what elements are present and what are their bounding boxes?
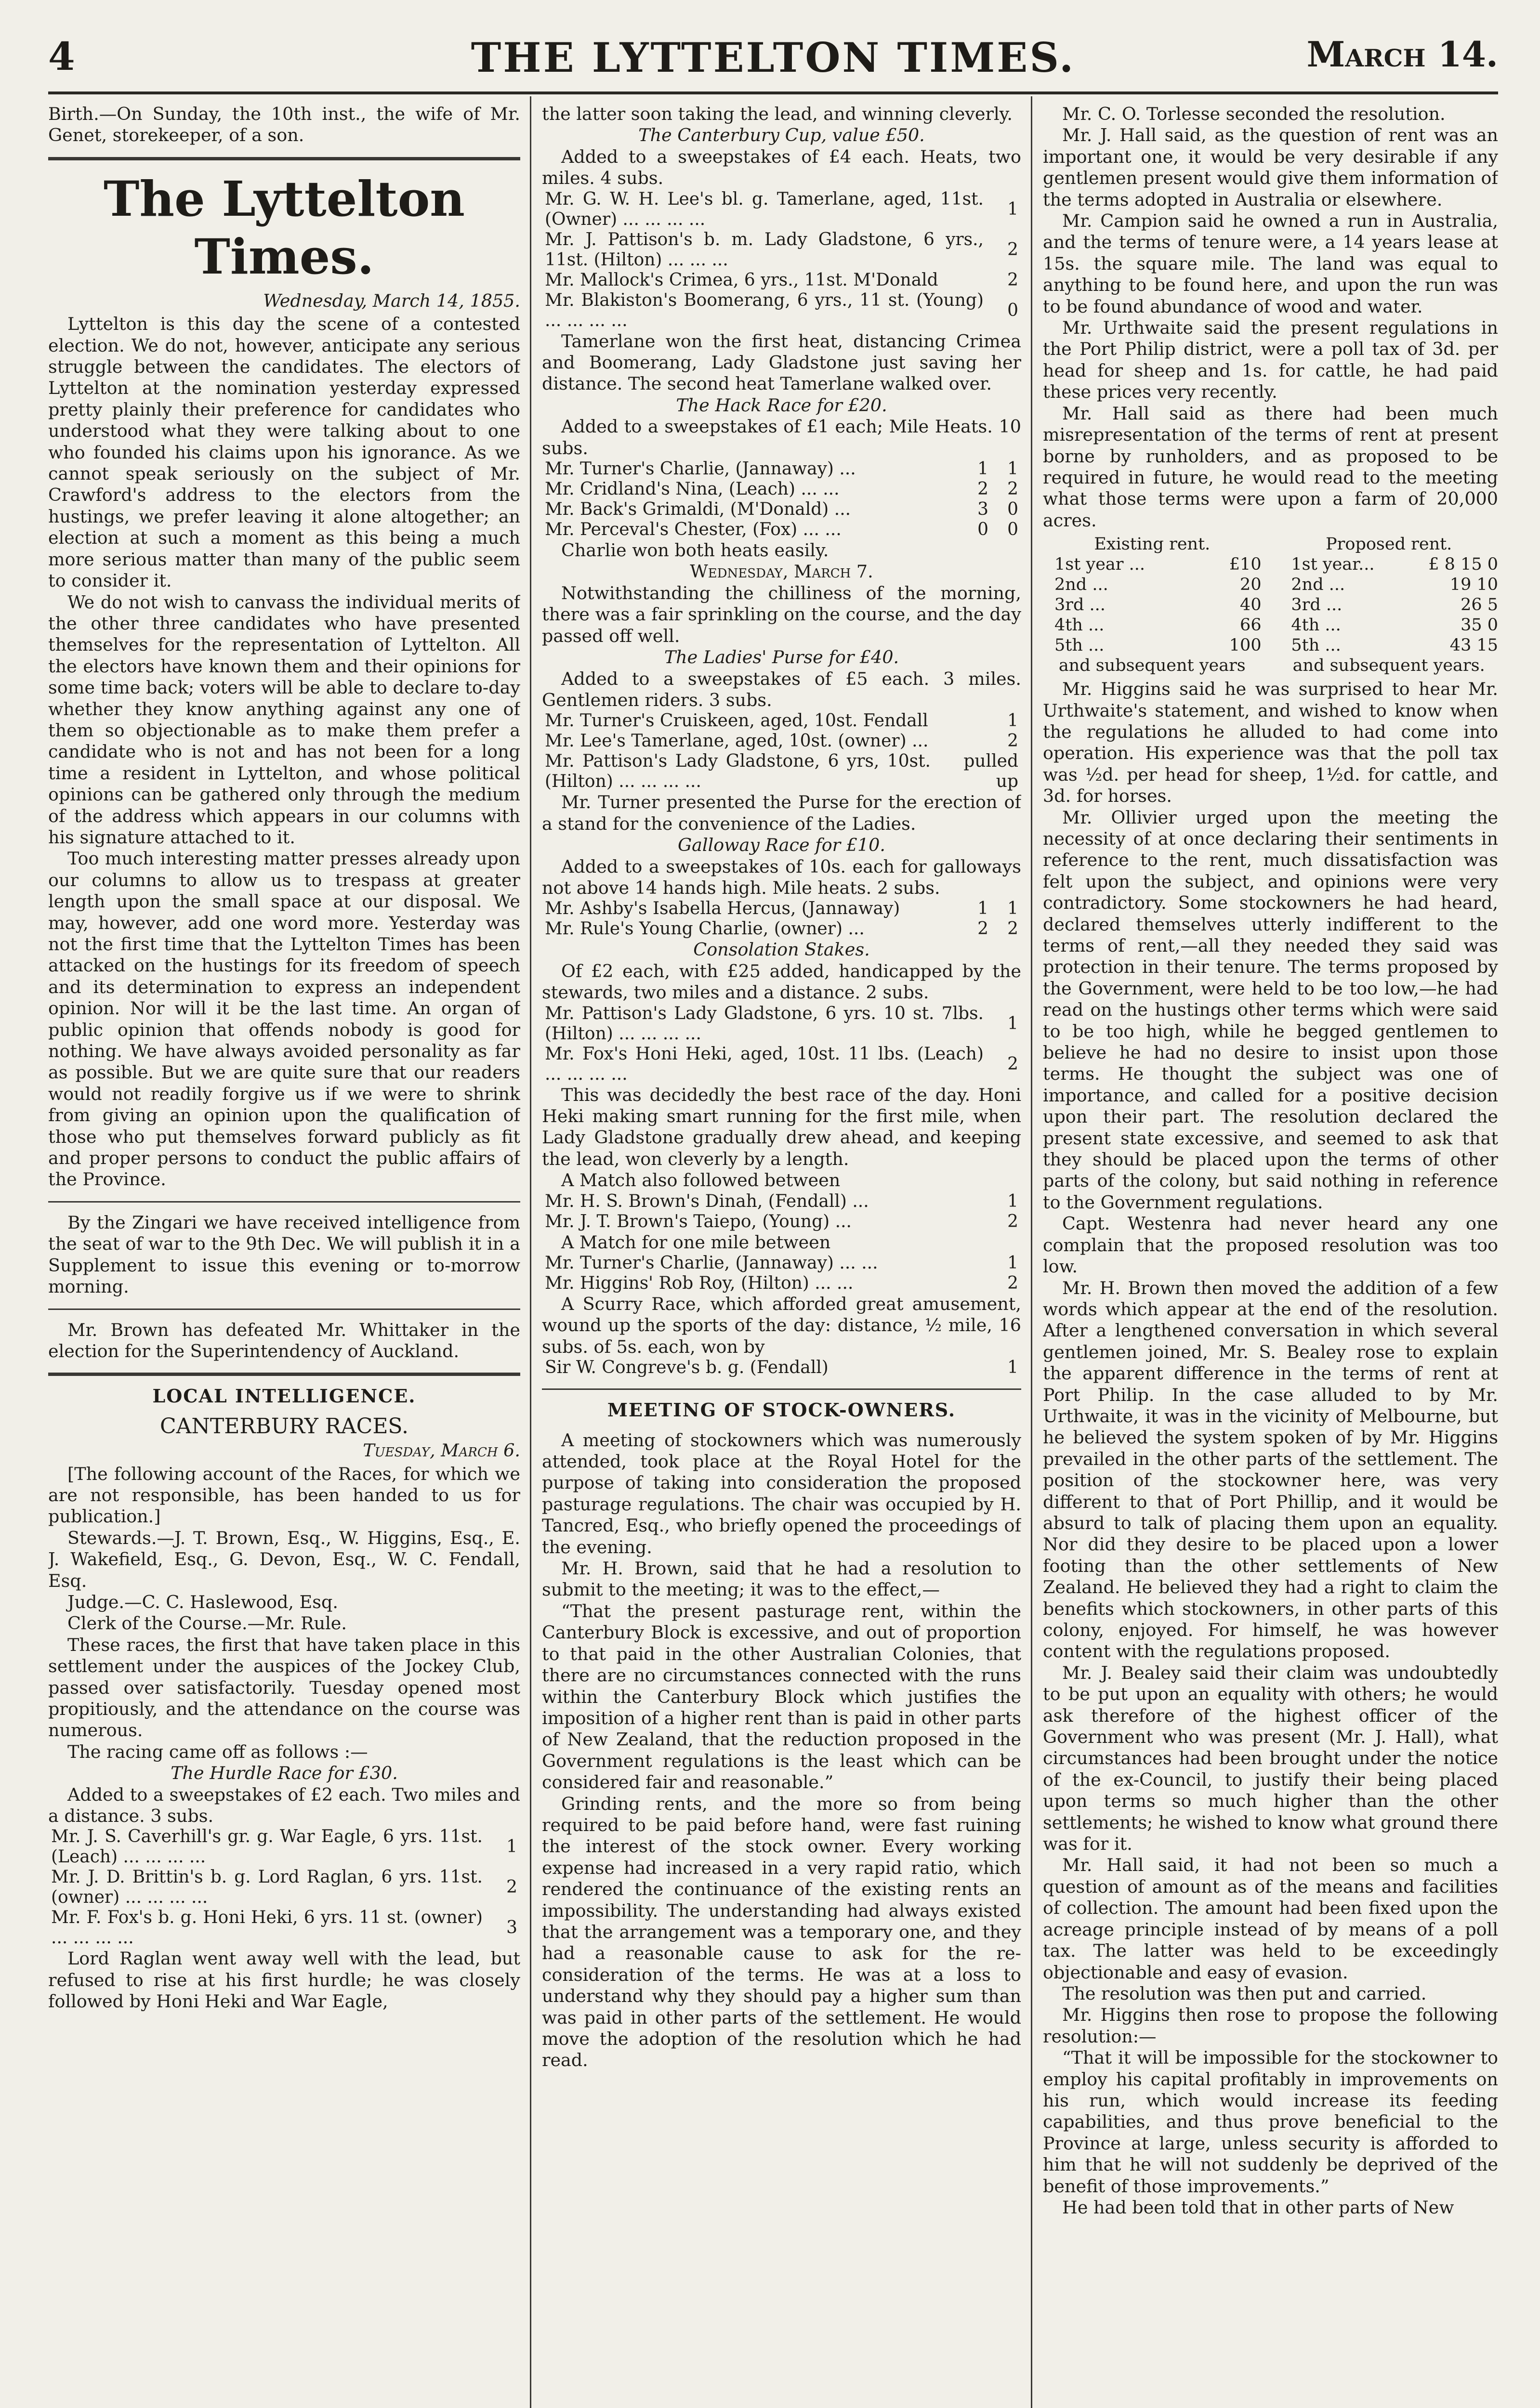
entry-place: 2	[1007, 731, 1018, 751]
entry-place: 1	[506, 1837, 517, 1857]
meeting-paragraph: Capt. Westenra had never heard any one complain that the proposed resolution was too low.	[1043, 1213, 1498, 1277]
race-entry	[542, 1191, 1021, 1212]
divider	[542, 1388, 1021, 1390]
race-results	[542, 1358, 1021, 1378]
race-description: Added to a sweepstakes of £1 each; Mile Heats. 10 subs.	[542, 416, 1021, 458]
section-heading: LOCAL INTELLIGENCE.	[152, 1385, 416, 1407]
entry-place: 1	[1007, 1253, 1018, 1273]
race-entry	[542, 1358, 1021, 1378]
divider	[48, 157, 520, 160]
races-heading: CANTERBURY RACES.	[159, 1413, 408, 1439]
entry-name: Mr. Lee's Tamerlane, aged, 10st. (owner) ...	[545, 731, 929, 751]
existing-rent	[1043, 534, 1262, 676]
entry-place: 3	[506, 1918, 517, 1938]
meeting-paragraph: Mr. H. Brown, said that he had a resolution to submit to the meeting; it was to the effect,—	[542, 1558, 1021, 1600]
race-entry	[542, 520, 1021, 540]
heat-1: 0	[977, 520, 988, 540]
masthead	[48, 34, 1498, 87]
editorial-paragraph: Too much interesting matter presses already upon our columns to allow us to trespass at greater length upon the small space at our disposal. We may, however, add one word more. Yesterday was not the first time that the Lyttelton Times has been attacked on the hustings for its freedom of speech and its determination to express an independent opinion. Nor will it be the last time. An organ of public opinion that offends nobody is good for nothing. We have always avoided personality as far as possible. But we are quite sure that our readers would not readily forgive us if we were to shrink from giving an opinion upon the qualification of those who put themselves forward publicly as fit and proper persons to conduct the public affairs of the Province.	[48, 848, 520, 1190]
rent-year: 2nd ...	[1291, 575, 1345, 595]
race-heading: The Hack Race for £20.	[676, 394, 887, 416]
race-results	[542, 711, 1021, 792]
rent-year: 2nd ...	[1054, 575, 1108, 595]
race-heading: Consolation Stakes.	[693, 939, 870, 960]
proposed-rent	[1279, 534, 1498, 676]
meeting-paragraph: “That it will be impossible for the stockowner to employ his capital profitably in improvements on his run, which would increase its feeding capabilities, and thus prove beneficial to the Province at large, unless security is afforded to him that he will not suddenly be deprived of the benefit of those improvements.”	[1043, 2047, 1498, 2197]
entry-name: Mr. J. Pattison's b. m. Lady Gladstone, 6 yrs., 11st. (Hilton) ... ... ...	[545, 229, 984, 270]
heat-2: 2	[1007, 479, 1018, 499]
rent-row	[1043, 635, 1262, 655]
race-entry	[542, 189, 1021, 230]
rent-row	[1043, 595, 1262, 615]
heat-2: 1	[1007, 459, 1018, 479]
race-report: Mr. Turner presented the Purse for the erection of a stand for the convenience of the Ladies.	[542, 792, 1021, 834]
meeting-paragraph: Mr. J. Bealey said their claim was undoubtedly to be put upon an equality with others; he would ask therefore of the highest officer of the Government who was present (Mr. J. Hall), what circumstances had been brought under the notice of the ex-Council, to justify their being placed upon terms so much higher than the other settlements; he wished to know what ground there was for it.	[1043, 1662, 1498, 1855]
race-heading: The Ladies' Purse for £40.	[664, 647, 899, 668]
issue-date: March 14.	[1306, 34, 1498, 75]
meeting-paragraph: Mr. Higgins then rose to propose the following resolution:—	[1043, 2004, 1498, 2047]
entry-name: Mr. Pattison's Lady Gladstone, 6 yrs, 10st. (Hilton) ... ... ... ...	[545, 751, 931, 792]
divider	[48, 1309, 520, 1310]
rent-year: 5th ...	[1291, 636, 1341, 655]
entry-name: Mr. Rule's Young Charlie, (owner) ...	[545, 919, 865, 939]
rent-row	[1043, 575, 1262, 595]
race-report: Lord Raglan went away well with the lead, but refused to rise at his first hurdle; he was closely followed by Honi Heki and War Eagle,	[48, 1948, 520, 2012]
race-description: Added to a sweepstakes of £5 each. 3 miles. Gentlemen riders. 3 subs.	[542, 668, 1021, 710]
entry-place: 2	[1007, 239, 1018, 260]
rent-row	[1279, 635, 1498, 655]
rent-row	[1279, 595, 1498, 615]
rent-value: 19 10	[1449, 575, 1498, 595]
newspaper-title: THE LYTTELTON TIMES.	[471, 34, 1076, 81]
proposed-rent-heading: Proposed rent.	[1326, 535, 1452, 554]
race-entry	[542, 230, 1021, 270]
entry-place: 2	[1007, 270, 1018, 290]
heat-1: 2	[977, 919, 988, 939]
day-heading: Wednesday, March 7.	[690, 561, 873, 582]
meeting-paragraph: Mr. Urthwaite said the present regulations in the Port Philip district, were a poll tax of 3d. per head for sheep and 1s. for cattle, he had paid these prices very recently.	[1043, 317, 1498, 403]
races-intro: [The following account of the Races, for which we are not responsible, has been handed to us for publication.]	[48, 1463, 520, 1527]
scurry-race: A Scurry Race, which afforded great amusement, wound up the sports of the day: distance, ½ mile, 16 subs. of 5s. each, won by	[542, 1294, 1021, 1357]
rent-year: 3rd ...	[1291, 595, 1343, 615]
entry-name: Mr. Perceval's Chester, (Fox) ... ...	[545, 520, 842, 540]
rent-value: 26 5	[1461, 595, 1498, 615]
meeting-paragraph: Mr. J. Hall said, as the question of rent was an important one, it would be very desirable if any gentlemen present would give them information of the terms adopted in Australia or elsewhere.	[1043, 125, 1498, 210]
clerk: Clerk of the Course.—Mr. Rule.	[67, 1613, 347, 1634]
entry-name: Mr. Higgins' Rob Roy, (Hilton) ... ...	[545, 1273, 854, 1293]
race-entry	[48, 1908, 520, 1948]
rent-value: £ 8 15 0	[1428, 555, 1498, 575]
entry-name: Mr. Turner's Cruiskeen, aged, 10st. Fendall	[545, 711, 928, 731]
editorial-paragraph: Lyttelton is this day the scene of a contested election. We do not, however, anticipate any serious struggle between the candidates. The electors of Lyttelton at the nomination yesterday expressed pretty plainly their preference for candidates who understood what they were talking about to one who founded his claims upon his ignorance. As we cannot speak seriously on the subject of Mr. Crawford's address to the electors from the hustings, we prefer leaving it alone altogether; an election at such a moment as this being a much more serious matter than many of the public seem to consider it.	[48, 314, 520, 591]
racing-came-off: The racing came off as follows :—	[67, 1741, 368, 1762]
birth-notice: Birth.—On Sunday, the 10th inst., the wife of Mr. Genet, storekeeper, of a son.	[48, 104, 520, 146]
rent-row	[1043, 554, 1262, 575]
entry-place: 0	[1007, 300, 1018, 320]
meeting-paragraph: The resolution was then put and carried.	[1062, 1983, 1427, 2004]
entry-name: Mr. Turner's Charlie, (Jannaway) ... ...	[545, 1253, 878, 1273]
race-results	[542, 1191, 1021, 1232]
race-results	[542, 459, 1021, 540]
meeting-paragraph: Mr. C. O. Torlesse seconded the resolution.	[1062, 104, 1446, 124]
meeting-paragraph: “That the present pasturage rent, within the Canterbury Block is excessive, and out of proportion to that paid in the other Australian Colonies, that there are no circumstances connected with the runs within the Canterbury Block which justifies the imposition of a higher rent than is paid in other parts of New Zealand, that the reduction proposed in the Government regulations is the least which can be considered fair and reasonable.”	[542, 1600, 1021, 1793]
race-entry	[542, 711, 1021, 731]
heat-1: 3	[977, 499, 988, 520]
meeting-paragraph: Mr. Hall said as there had been much misrepresentation of the terms of rent at present borne by runholders, and as proposed to be required in future, he would read to the meeting what those terms were upon a farm of 20,000 acres.	[1043, 403, 1498, 531]
entry-name: Mr. J. S. Caverhill's gr. g. War Eagle, 6 yrs. 11st. (Leach) ... ... ... ...	[51, 1827, 483, 1867]
entry-place: 2	[1007, 1054, 1018, 1074]
rent-row	[1279, 575, 1498, 595]
entry-place: 1	[1007, 199, 1018, 219]
existing-rent-heading: Existing rent.	[1094, 535, 1211, 554]
match-heading: A Match for one mile between	[561, 1231, 831, 1253]
race-entry	[542, 1044, 1021, 1085]
races-date: Tuesday, March 6.	[363, 1440, 520, 1461]
meeting-paragraph: A meeting of stockowners which was numerously attended, took place at the Royal Hotel for the purpose of taking into consideration the proposed pasturage regulations. The chair was occupied by H. Tancred, Esq., who briefly opened the proceedings of the evening.	[542, 1429, 1021, 1557]
race-entry	[542, 1212, 1021, 1232]
heat-2: 1	[1007, 899, 1018, 919]
match-heading: A Match also followed between	[561, 1170, 841, 1191]
paper-name: The Lyttelton Times.	[104, 170, 465, 285]
race-heading: Galloway Race for £10.	[678, 835, 885, 856]
race-report: Charlie won both heats easily.	[561, 540, 829, 561]
meeting-paragraph: Mr. Ollivier urged upon the meeting the necessity of at once declaring their sentiments in reference to the rent, much dissatisfaction was felt upon the subject, and opinions were very contradictory. Some stockowners he had heard, declared themselves utterly indifferent to the terms of rent,—all they needed they said was protection in their tenure. The terms proposed by the Government, were held to be too low,—he had read on the hustings other terms which were said to be too high, while he begged gentlemen to believe he had no desire to insist upon those terms. He thought the subject was one of importance, and called for a positive decision upon their part. The resolution declared the present state excessive, and seemed to ask that they should be placed upon the terms of other parts of the colony, but said nothing in reference to the Government regulations.	[1043, 807, 1498, 1213]
heat-1: 2	[977, 479, 988, 499]
rent-year: 3rd ...	[1054, 595, 1106, 615]
rent-row	[1279, 615, 1498, 635]
rent-year: 4th ...	[1291, 615, 1341, 635]
entry-place: 1	[1007, 1013, 1018, 1034]
column-divider	[530, 96, 531, 2408]
zingari-notice: By the Zingari we have received intelligence from the seat of war to the 9th Dec. We will publish it in a Supplement to issue this evening or to-morrow morning.	[48, 1212, 520, 1297]
judge: Judge.—C. C. Haslewood, Esq.	[67, 1591, 338, 1612]
heat-2: 0	[1007, 520, 1018, 540]
rent-value: 43 15	[1449, 636, 1498, 655]
entry-name: Mr. Turner's Charlie, (Jannaway) ...	[545, 459, 856, 479]
entry-name: Mr. H. S. Brown's Dinah, (Fendall) ...	[545, 1191, 869, 1211]
meeting-paragraph: Mr. H. Brown then moved the addition of a few words which appear at the end of the resolution. After a lengthened conversation in which several gentlemen joined, Mr. S. Bealey rose to explain the apparent difference in the terms of rent at Port Philip. In the case alluded to by Mr. Urthwaite, it was in the vicinity of Melbourne, but he believed the system spoken of by Mr. Higgins prevailed in the other parts of the settlement. The position of the stockowner here, was very different to that of Port Phillip, and it would be absurd to talk of placing them upon an equality. Nor did they desire to be placed upon a lower footing than the other settlements of New Zealand. He believed they had a right to claim the benefits which stockowners, in other parts of this colony, enjoyed. For himself, he was however content with the regulations proposed.	[1043, 1277, 1498, 1662]
race-results	[542, 1004, 1021, 1085]
race-entry	[542, 1273, 1021, 1294]
entry-name: Mr. Ashby's Isabella Hercus, (Jannaway)	[545, 899, 900, 919]
page-number: 4	[48, 34, 75, 79]
rent-value: 35 0	[1461, 615, 1498, 635]
race-entry	[48, 1827, 520, 1867]
race-description: Added to a sweepstakes of 10s. each for galloways not above 14 hands high. Mile heats. 2 subs.	[542, 856, 1021, 898]
meeting-paragraph: He had been told that in other parts of New	[1062, 2197, 1454, 2218]
entry-name: Mr. F. Fox's b. g. Honi Heki, 6 yrs. 11 st. (owner) ... ... ... ...	[51, 1908, 483, 1948]
race-entry	[542, 290, 1021, 331]
race-entry	[542, 899, 1021, 919]
race-results	[542, 189, 1021, 331]
entry-name: Mr. G. W. H. Lee's bl. g. Tamerlane, aged, 11st. (Owner) ... ... ... ...	[545, 189, 984, 229]
rent-value: 100	[1229, 636, 1262, 655]
race-entry	[542, 731, 1021, 751]
rent-year: 1st year...	[1291, 555, 1375, 575]
rent-value: 20	[1240, 575, 1262, 595]
entry-place: 2	[1007, 1273, 1018, 1293]
heat-1: 1	[977, 899, 988, 919]
heat-2: 2	[1007, 919, 1018, 939]
heat-1: 1	[977, 459, 988, 479]
rent-table	[1043, 534, 1498, 676]
meeting-paragraph: Mr. Hall said, it had not been so much a question of amount as of the means and facilities of collection. The amount had been fixed upon the acreage principle instead of by means of a poll tax. The latter was held to be exceedingly objectionable and easy of evasion.	[1043, 1855, 1498, 1983]
rent-value: £10	[1229, 555, 1262, 575]
rent-value: 66	[1240, 615, 1262, 635]
editorial-paragraph: We do not wish to canvass the individual merits of the other three candidates who have presented themselves for the representation of Lyttelton. All the electors have known them and their opinions for some time back; voters will be able to declare to-day whether they know anything against any one of them so objectionable as to make them prefer a candidate who is not and has not been for a long time a resident in Lyttelton, and whose political opinions can be gathered only through the medium of the address which appears in our columns with his signature attached to it.	[48, 591, 520, 848]
column-2	[542, 104, 1021, 2408]
divider	[48, 1201, 520, 1203]
race-entry	[542, 751, 1021, 792]
entry-place: 2	[1007, 1211, 1018, 1231]
rent-value: 40	[1240, 595, 1262, 615]
race-entry	[542, 499, 1021, 520]
race-entry	[542, 459, 1021, 479]
entry-place: 1	[1007, 711, 1018, 731]
day-report: Notwithstanding the chilliness of the morning, there was a fair sprinkling on the course, and the day passed off well.	[542, 582, 1021, 646]
entry-place: 2	[506, 1877, 517, 1898]
column-1	[48, 104, 520, 2408]
rent-year: 5th ...	[1054, 636, 1105, 655]
entry-place: 1	[1007, 1191, 1018, 1211]
race-entry	[542, 1004, 1021, 1044]
auckland-notice: Mr. Brown has defeated Mr. Whittaker in the election for the Superintendency of Auckland.	[48, 1319, 520, 1361]
rent-row	[1279, 554, 1498, 575]
entry-name: Mr. Cridland's Nina, (Leach) ... ...	[545, 479, 840, 499]
race-results	[542, 899, 1021, 939]
editorial-date: Wednesday, March 14, 1855.	[263, 290, 520, 311]
entry-place: pulled up	[963, 751, 1018, 792]
entry-name: Sir W. Congreve's b. g. (Fendall)	[545, 1358, 829, 1378]
column-divider	[1031, 96, 1032, 2408]
entry-name: Mr. Mallock's Crimea, 6 yrs., 11st. M'Donald	[545, 270, 938, 290]
race-description: Added to a sweepstakes of £4 each. Heats, two miles. 4 subs.	[542, 146, 1021, 189]
section-heading: MEETING OF STOCK-OWNERS.	[607, 1399, 956, 1421]
heat-2: 0	[1007, 499, 1018, 520]
race-heading: The Canterbury Cup, value £50.	[638, 125, 925, 146]
entry-name: Mr. Back's Grimaldi, (M'Donald) ...	[545, 499, 851, 520]
race-report: the latter soon taking the lead, and winning cleverly.	[542, 104, 1013, 124]
entry-name: Mr. Fox's Honi Heki, aged, 10st. 11 lbs. (Leach) ... ... ... ...	[545, 1044, 984, 1084]
rent-footer: and subsequent years.	[1292, 656, 1485, 676]
rent-footer: and subsequent years	[1058, 656, 1246, 676]
race-report: This was decidedly the best race of the day. Honi Heki making smart running for the first mile, when Lady Gladstone gradually drew ahead, and keeping the lead, won cleverly by a length.	[542, 1084, 1021, 1169]
entry-name: Mr. J. T. Brown's Taiepo, (Young) ...	[545, 1211, 852, 1231]
race-results	[48, 1827, 520, 1948]
race-report: Tamerlane won the first heat, distancing Crimea and Boomerang, Lady Gladstone just saving her distance. The second heat Tamerlane walked over.	[542, 330, 1021, 394]
divider	[48, 1373, 520, 1376]
entry-name: Mr. Blakiston's Boomerang, 6 yrs., 11 st. (Young) ... ... ... ...	[545, 290, 984, 330]
meeting-paragraph: Mr. Higgins said he was surprised to hear Mr. Urthwaite's statement, and wished to know when the regulations he alluded to had come into operation. His experience was that the poll tax was ½d. per head for sheep, 1½d. for cattle, and 3d. for horses.	[1043, 679, 1498, 807]
masthead-rule	[48, 92, 1498, 94]
race-entry	[542, 919, 1021, 939]
rent-row	[1043, 615, 1262, 635]
entry-name: Mr. Pattison's Lady Gladstone, 6 yrs. 10 st. 7lbs. (Hilton) ... ... ... ...	[545, 1003, 984, 1044]
race-results	[542, 1253, 1021, 1294]
race-entry	[542, 1253, 1021, 1273]
rent-year: 4th ...	[1054, 615, 1105, 635]
race-entry	[542, 479, 1021, 499]
meeting-paragraph: Mr. Campion said he owned a run in Australia, and the terms of tenure were, a 14 years lease at 15s. the square mile. The land was equal to anything to be found here, and upon the run was to be found abundance of wood and water.	[1043, 210, 1498, 317]
entry-name: Mr. J. D. Brittin's b. g. Lord Raglan, 6 yrs. 11st. (owner) ... ... ... ...	[51, 1867, 483, 1908]
race-heading: The Hurdle Race for £30.	[171, 1763, 398, 1784]
column-3	[1043, 104, 1498, 2408]
race-description: Added to a sweepstakes of £2 each. Two miles and a distance. 3 subs.	[48, 1784, 520, 1827]
stewards: Stewards.—J. T. Brown, Esq., W. Higgins, Esq., E. J. Wakefield, Esq., G. Devon, Esq., W. C. Fendall, Esq.	[48, 1527, 520, 1591]
race-description: Of £2 each, with £25 added, handicapped by the stewards, two miles and a distance. 2 subs.	[542, 960, 1021, 1003]
entry-place: 1	[1007, 1358, 1018, 1378]
race-entry	[48, 1867, 520, 1908]
meeting-paragraph: Grinding rents, and the more so from being required to be paid before hand, were fast ruining the interest of the stock owner. Every working expense had increased in a very rapid ratio, which rendered the continuance of the existing rents an impossibility. The understanding had always existed that the arrangement was a temporary one, and they had a reasonable cause to ask for the re-consideration of the terms. He was at a loss to understand why they should pay a higher sum than was paid in other parts of the settlement. He would move the adoption of the resolution which he had read.	[542, 1793, 1021, 2071]
rent-year: 1st year ...	[1054, 555, 1145, 575]
races-text: These races, the first that have taken place in this settlement under the auspices of the Jockey Club, passed over satisfactorily. Tuesday opened most propitiously, and the attendance on the course was numerous.	[48, 1634, 520, 1741]
race-entry	[542, 270, 1021, 290]
